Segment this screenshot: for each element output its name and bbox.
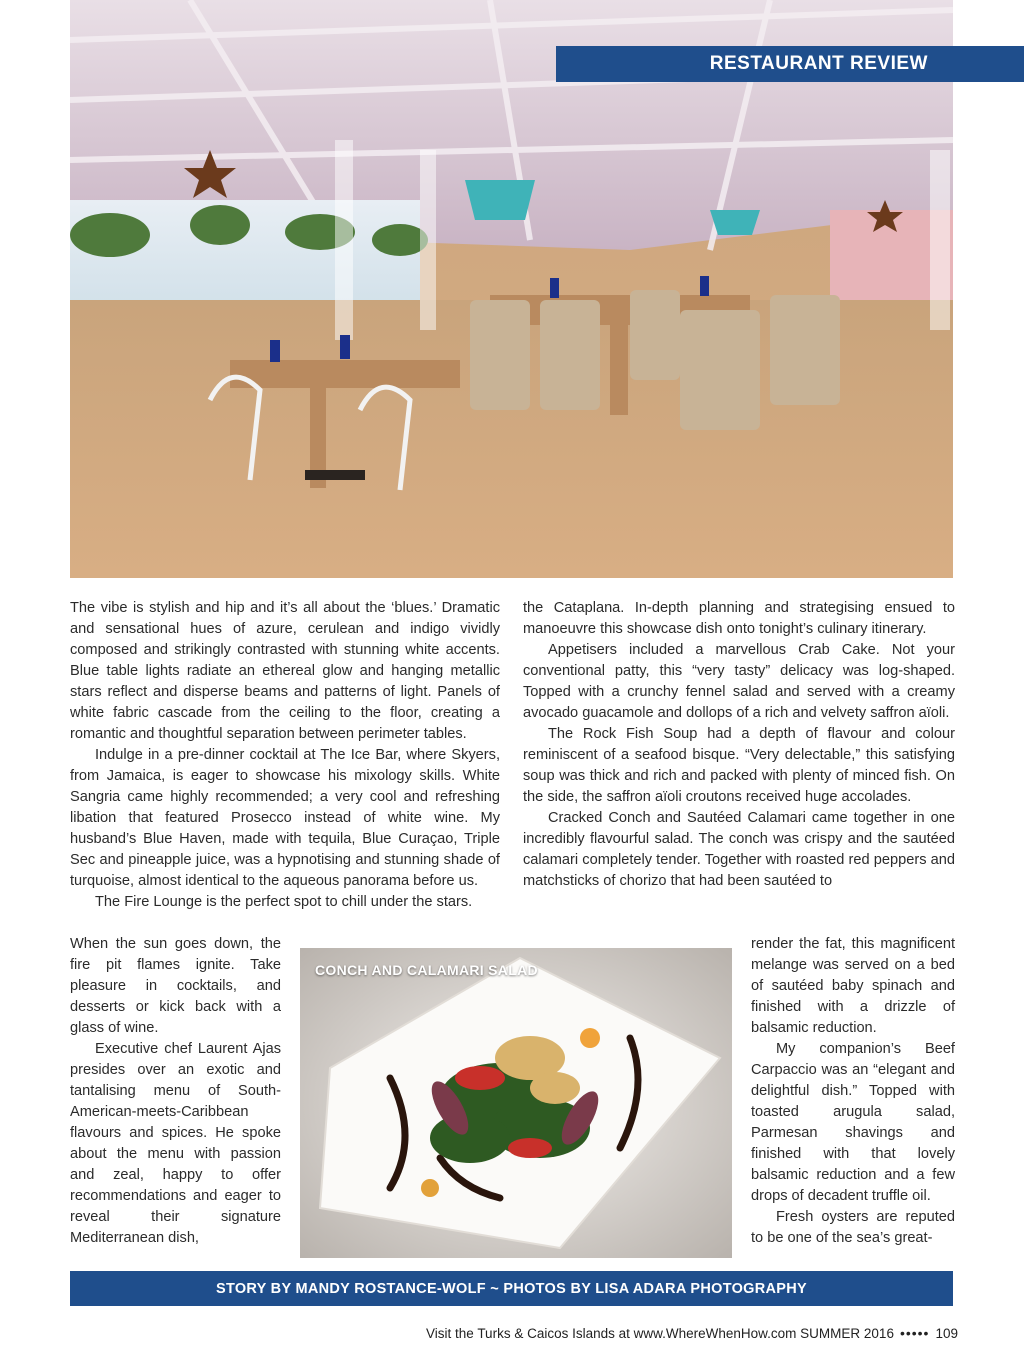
- column-1-bottom: [70, 934, 281, 1249]
- footer-dots: •••••: [899, 1325, 930, 1341]
- paragraph: The Fire Lounge is the perfect spot to chill under the stars.: [95, 894, 473, 910]
- column-2-top: [523, 598, 955, 892]
- credit-bar: STORY BY MANDY ROSTANCE-WOLF ~ PHOTOS BY LISA ADARA PHOTOGRAPHY: [70, 1271, 953, 1306]
- paragraph: Cracked Conch and Sautéed Calamari came together in one incredibly flavourful salad. The conch was crispy and the sautéed calamari completely tender. Together with roasted red peppers and matchsticks of chorizo that had been sautéed to: [523, 810, 955, 889]
- paragraph: render the fat, this magnificent melange was served on a bed of sautéed baby spinach and finished with a drizzle of balsamic reduction.: [751, 936, 955, 1036]
- paragraph: The Rock Fish Soup had a depth of flavour and colour reminiscent of a seafood bisque. “Very delectable,” this satisfying soup was thick and rich and packed with plenty of minced fish. On the side, the saffron aïoli croutons received huge accolades.: [523, 726, 955, 805]
- page-footer: [426, 1325, 958, 1341]
- salad-photo: [300, 948, 732, 1258]
- paragraph: Appetisers included a marvellous Crab Cake. Not your conventional patty, this “very tasty” delicacy was log-shaped. Topped with a crunchy fennel salad and served with a creamy avocado guacamole and dollops of a rich and velvety saffron aïoli.: [523, 642, 955, 721]
- paragraph: Fresh oysters are reputed to be one of the sea’s great-: [751, 1209, 955, 1246]
- paragraph: When the sun goes down, the fire pit flames ignite. Take pleasure in cocktails, and desserts or kick back with a glass of wine.: [70, 936, 281, 1036]
- column-2-bottom: [751, 934, 955, 1249]
- paragraph: My companion’s Beef Carpaccio was an “elegant and delightful dish.” Topped with toasted arugula salad, Parmesan shavings and finished with that lovely balsamic reduction and a few drops of decadent truffle oil.: [751, 1041, 955, 1204]
- paragraph: Executive chef Laurent Ajas presides over an exotic and tantalising menu of South-American-meets-Caribbean flavours and spices. He spoke about the menu with passion and zeal, happy to offer recommendations and eager to reveal their signature Mediterranean dish,: [70, 1041, 281, 1246]
- paragraph: the Cataplana. In-depth planning and strategising ensued to manoeuvre this showcase dish onto tonight’s culinary itinerary.: [523, 600, 955, 637]
- paragraph: Indulge in a pre-dinner cocktail at The Ice Bar, where Skyers, from Jamaica, is eager to showcase his mixology skills. White Sangria came highly recommended; a very cool and refreshing libation that featured Prosecco instead of white wine. My husband’s Blue Haven, made with tequila, Blue Curaçao, Triple Sec and pineapple juice, was a hypnotising and stunning shade of turquoise, almost identical to the aqueous panorama before us.: [70, 747, 500, 889]
- page-number: 109: [935, 1325, 958, 1341]
- footer-text: Visit the Turks & Caicos Islands at www.WhereWhenHow.com SUMMER 2016: [426, 1325, 894, 1341]
- photo-caption: CONCH AND CALAMARI SALAD: [315, 962, 538, 978]
- paragraph: The vibe is stylish and hip and it’s all about the ‘blues.’ Dramatic and sensational hues of azure, cerulean and indigo vividly composed and strikingly contrasted with stunning white accents. Blue table lights radiate an ethereal glow and hanging metallic stars reflect and disperse beams and patterns of light. Panels of white fabric cascade from the ceiling to the floor, creating a romantic and thoughtful separation between perimeter tables.: [70, 600, 500, 742]
- restaurant-photo: [70, 0, 953, 578]
- column-1-top: [70, 598, 500, 913]
- section-tag: RESTAURANT REVIEW: [556, 46, 1024, 82]
